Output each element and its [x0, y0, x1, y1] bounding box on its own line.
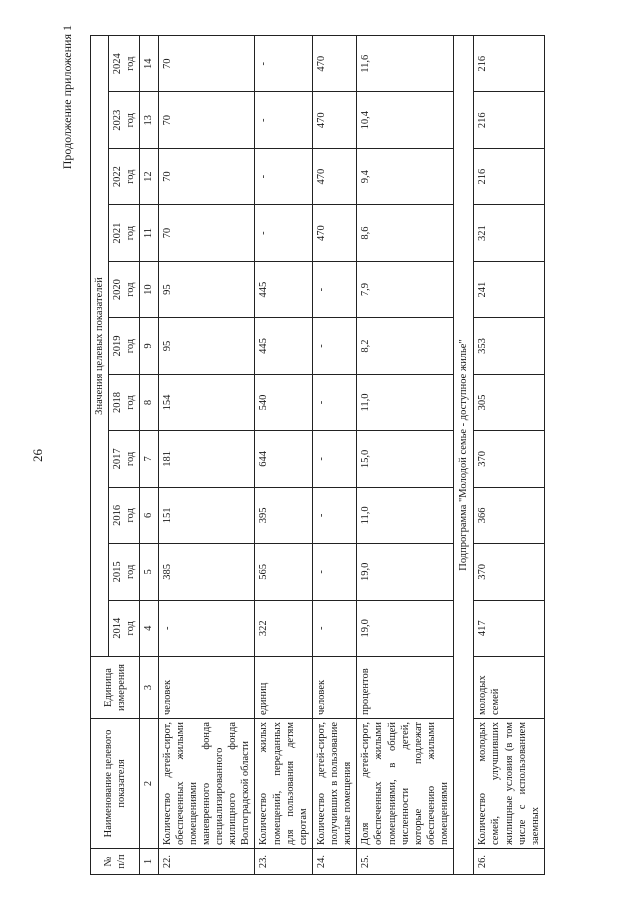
row-value: 470 [312, 92, 356, 148]
table-row [312, 36, 356, 875]
column-number: 3 [140, 657, 158, 719]
row-value: 95 [158, 318, 255, 374]
column-number: 10 [140, 261, 158, 317]
row-value: 321 [474, 205, 545, 261]
row-value: - [312, 600, 356, 656]
column-number: 6 [140, 487, 158, 543]
column-number: 5 [140, 544, 158, 600]
header-num: № п/п [91, 849, 140, 875]
row-value: - [255, 36, 313, 92]
header-year: 2021 год [109, 205, 140, 261]
row-unit: процентов [357, 657, 454, 719]
row-name: Количество молодых семей, улучшивших жилищные условия (в том числе с использованием заемных [474, 719, 545, 849]
row-value: 70 [158, 36, 255, 92]
header-year: 2018 год [109, 374, 140, 430]
row-value: 241 [474, 261, 545, 317]
row-number: 22. [158, 849, 255, 875]
row-value: 15,0 [357, 431, 454, 487]
header-year: 2016 год [109, 487, 140, 543]
column-number: 8 [140, 374, 158, 430]
row-value: 216 [474, 148, 545, 204]
row-value: 11,0 [357, 374, 454, 430]
header-year: 2015 год [109, 544, 140, 600]
row-value: 181 [158, 431, 255, 487]
row-name: Количество жилых помещений, переданных для пользования детям сиротам [255, 719, 313, 849]
column-number: 9 [140, 318, 158, 374]
header-year: 2017 год [109, 431, 140, 487]
row-value: 470 [312, 148, 356, 204]
row-unit: человек [312, 657, 356, 719]
row-value: - [312, 374, 356, 430]
row-value: 10,4 [357, 92, 454, 148]
row-number: 26. [474, 849, 545, 875]
column-number: 1 [140, 849, 158, 875]
row-value: 445 [255, 261, 313, 317]
row-value: 470 [312, 36, 356, 92]
column-number: 4 [140, 600, 158, 656]
column-number: 14 [140, 36, 158, 92]
row-value: 470 [312, 205, 356, 261]
column-number: 12 [140, 148, 158, 204]
row-unit: молодых семей [474, 657, 545, 719]
row-value: 322 [255, 600, 313, 656]
row-value: 151 [158, 487, 255, 543]
row-value: 70 [158, 92, 255, 148]
row-number: 24. [312, 849, 356, 875]
column-number: 2 [140, 719, 158, 849]
header-year: 2020 год [109, 261, 140, 317]
header-year: 2023 год [109, 92, 140, 148]
row-value: - [158, 600, 255, 656]
page-number: 26 [30, 449, 45, 462]
row-value: 70 [158, 205, 255, 261]
row-name: Количество детей-сирот, получивших в пользование жилые помещения [312, 719, 356, 849]
row-value: 353 [474, 318, 545, 374]
row-number: 25. [357, 849, 454, 875]
row-value: - [255, 148, 313, 204]
row-value: 644 [255, 431, 313, 487]
row-value: 370 [474, 431, 545, 487]
row-value: - [312, 487, 356, 543]
row-value: 395 [255, 487, 313, 543]
row-value: 385 [158, 544, 255, 600]
table-row [357, 36, 454, 875]
row-value: 305 [474, 374, 545, 430]
row-value: - [255, 92, 313, 148]
table-body [158, 36, 544, 875]
subprogram-title: Подпрограмма "Молодой семье - доступное жилье" [454, 36, 474, 875]
row-value: - [312, 431, 356, 487]
row-value: - [312, 544, 356, 600]
row-value: 11,0 [357, 487, 454, 543]
table-header-row [91, 36, 109, 875]
header-year: 2014 год [109, 600, 140, 656]
row-value: 216 [474, 36, 545, 92]
row-unit: единиц [255, 657, 313, 719]
header-values-group: Значения целевых показателей [91, 36, 109, 657]
table-row [255, 36, 313, 875]
row-value: 19,0 [357, 600, 454, 656]
row-value: - [312, 318, 356, 374]
header-name: Наименование целевого показателя [91, 719, 140, 849]
row-value: 11,6 [357, 36, 454, 92]
table-row [158, 36, 255, 875]
header-unit: Единица измерения [91, 657, 140, 719]
continuation-title: Продолжение приложения 1 [60, 25, 74, 170]
row-value: 7,9 [357, 261, 454, 317]
column-number: 13 [140, 92, 158, 148]
row-value: 216 [474, 92, 545, 148]
row-value: 19,0 [357, 544, 454, 600]
row-name: Доля детей-сирот, обеспеченных жилыми помещениями, в общей численности детей, которые подлежат обеспечению жилыми помещениями [357, 719, 454, 849]
row-value: 70 [158, 148, 255, 204]
row-value: 95 [158, 261, 255, 317]
row-value: 540 [255, 374, 313, 430]
subprogram-row [454, 36, 474, 875]
header-year: 2019 год [109, 318, 140, 374]
header-year: 2024 год [109, 36, 140, 92]
column-number: 7 [140, 431, 158, 487]
column-number: 11 [140, 205, 158, 261]
row-value: 565 [255, 544, 313, 600]
row-value: 8,2 [357, 318, 454, 374]
table-row [474, 36, 545, 875]
row-value: 366 [474, 487, 545, 543]
row-value: - [312, 261, 356, 317]
row-value: 370 [474, 544, 545, 600]
row-value: 8,6 [357, 205, 454, 261]
indicators-table [90, 35, 545, 875]
row-name: Количество детей-сирот, обеспеченных жилыми помещениями маневренного фонда специализированного жилищного фонда Волгоградской области [158, 719, 255, 849]
row-unit: человек [158, 657, 255, 719]
row-value: 445 [255, 318, 313, 374]
column-numbers-row [140, 36, 158, 875]
row-value: 9,4 [357, 148, 454, 204]
row-value: 154 [158, 374, 255, 430]
row-value: - [255, 205, 313, 261]
row-number: 23. [255, 849, 313, 875]
header-year: 2022 год [109, 148, 140, 204]
row-value: 417 [474, 600, 545, 656]
